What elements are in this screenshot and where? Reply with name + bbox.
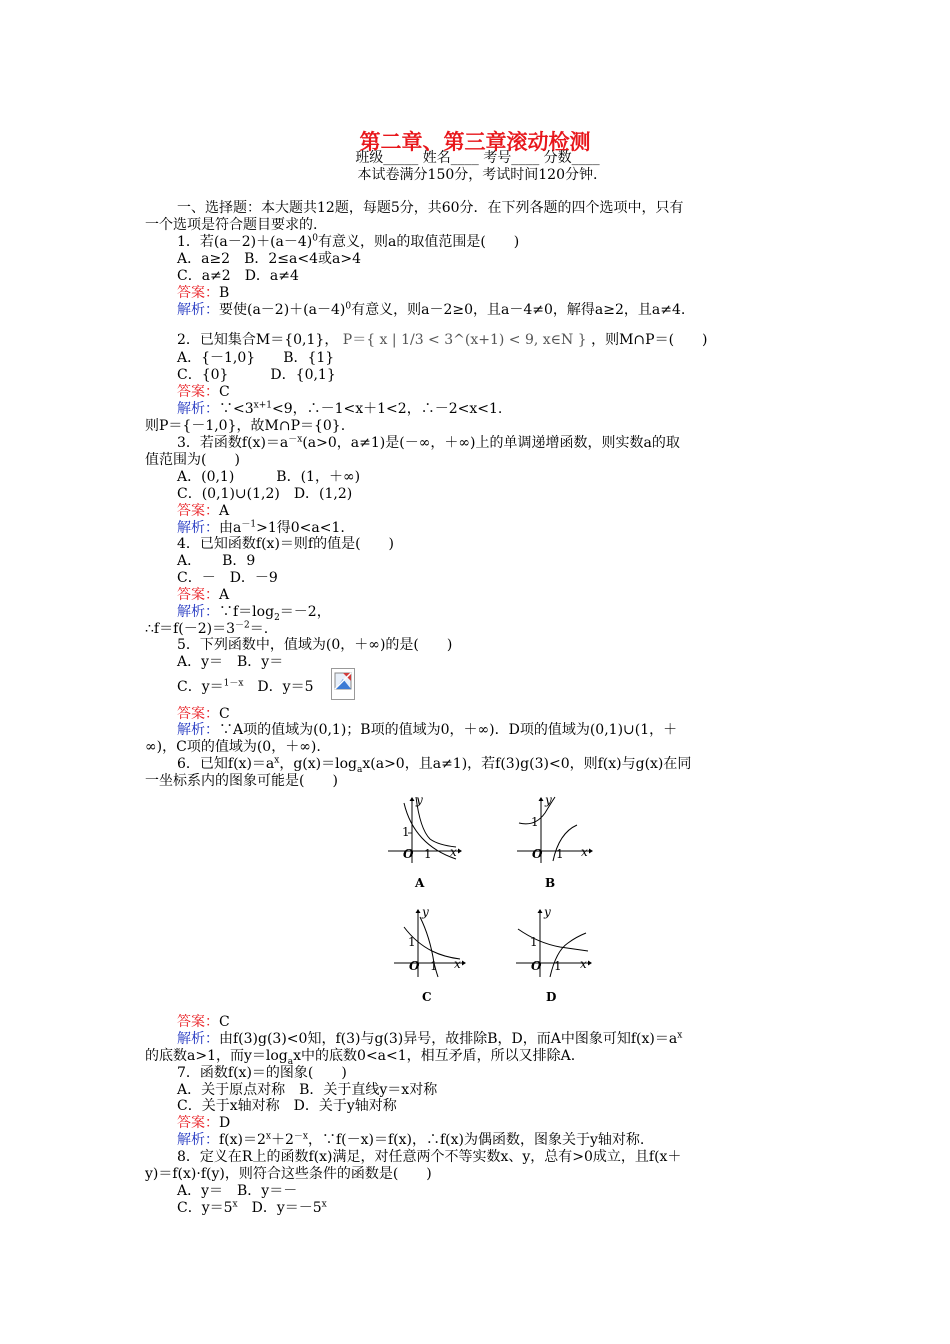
- q1-stem: 1．若$(a-2)+(a-4)^0$有意义，则a的取值范围是( ): [177, 233, 520, 250]
- q8-stem-1: 8．定义在R上的函数f(x)满足，对任意两个不等实数x、y，总有>0成立，且f(x＋: [177, 1149, 682, 1165]
- graph-a-origin: O: [403, 847, 414, 861]
- q8-options-2: C．$y=5^x$ D．$y=-5^x$: [177, 1199, 327, 1216]
- graph-d-label: D: [546, 990, 557, 1004]
- graph-c-x-label: x: [454, 957, 461, 971]
- graph-c-y-one: 1: [408, 935, 416, 949]
- graph-c-origin: O: [409, 959, 420, 973]
- q5-analysis-1: 解析：∵A项的值域为(0,1)；B项的值域为0，＋∞)．D项的值域为(0,1)∪(1，＋: [177, 722, 678, 738]
- graph-a: [386, 793, 462, 865]
- graph-c-x-one: 1: [430, 959, 438, 973]
- info-line: 班级_____ 姓名____ 考号____ 分数____: [355, 150, 600, 166]
- q6-analysis-1: 解析：由f(3)g(3)<0知，f(3)与g(3)异号，故排除B，D，而A中图象可知$f(x)=a^x$: [177, 1030, 683, 1047]
- exam-note: 本试卷满分150分，考试时间120分钟.: [357, 167, 598, 183]
- graph-b-x-label: x: [581, 845, 588, 859]
- q2-options-1: A．{－1,0} B．{1}: [177, 350, 335, 366]
- page-title: 第二章、第三章滚动检测: [359, 130, 591, 154]
- q1-options-1: A．a≥2 B．2≤a<4或a>4: [177, 251, 361, 267]
- set-p-formula: P＝{ x | 1/3 < 3^(x+1) < 9, x∈N }: [342, 332, 587, 348]
- broken-image-icon: [331, 668, 355, 700]
- graph-a-y-one: 1: [402, 825, 410, 839]
- q8-options-1: A．y＝ B．y＝－: [177, 1183, 298, 1199]
- q3-options-2: C．(0,1)∪(1,2) D．(1,2): [177, 486, 353, 502]
- q5-stem: 5．下列函数中，值域为(0，＋∞)的是( ): [177, 637, 453, 653]
- q7-stem: 7．函数f(x)＝的图象( ): [177, 1065, 347, 1081]
- q3-stem-1: 3．若函数$f(x)=a^{-x}(a>0$，a≠1)是(－∞，＋∞)上的单调递增函数，则实数a的取: [177, 434, 680, 451]
- q4-analysis-2: $\therefore f=f(-2)=3^{-2}=$.: [145, 620, 269, 637]
- graph-d-y-one: 1: [530, 935, 538, 949]
- q1-analysis: 解析：要使$(a-2)+(a-4)^0$有意义，则a－2≥0，且a－4≠0，解得a≥2，且a≠4.: [177, 301, 686, 318]
- q7-analysis: 解析：$f(x)=2^x+2^{-x}$，∵f(－x)＝f(x)，∴f(x)为偶函数，图象关于y轴对称.: [177, 1131, 645, 1148]
- q2-options-2: C．{0} D．{0,1}: [177, 367, 336, 383]
- section-intro-2: 一个选项是符合题目要求的.: [145, 217, 318, 233]
- q2-analysis-1: 解析：$\because<3^{x+1}<9$，∴－1<x＋1<2，∴－2<x<1.: [177, 400, 503, 417]
- graph-c: [392, 907, 468, 979]
- q5-options-1: A．y＝ B．y＝: [177, 654, 284, 670]
- graph-c-label: C: [422, 990, 432, 1004]
- q3-analysis: 解析：由$a^{-1}>1$得0<a<1.: [177, 519, 345, 536]
- q3-stem-2: 值范围为( ): [145, 452, 240, 468]
- q2-analysis-2: 则P＝{－1,0}，故M∩P＝{0}.: [145, 418, 346, 434]
- graph-d: [514, 907, 594, 979]
- q1-options-2: C．a≠2 D．a≠4: [177, 268, 299, 284]
- graph-b-y-one: 1: [531, 815, 539, 829]
- q6-stem-2: 一坐标系内的图象可能是( ): [145, 773, 338, 789]
- q2-answer: 答案：C: [177, 384, 230, 400]
- q5-analysis-2: ∞)，C项的值域为(0，＋∞).: [145, 739, 321, 755]
- graph-d-x-label: x: [580, 957, 587, 971]
- q5-options-2: C．y＝$^{1-x}$ D．y＝5: [177, 678, 314, 695]
- graph-a-x-one: 1: [424, 847, 432, 861]
- q8-stem-2: y)＝f(x)·f(y)，则符合这些条件的函数是( ): [145, 1166, 432, 1182]
- graph-c-y-label: y: [422, 905, 429, 919]
- graph-a-x-label: x: [450, 845, 457, 859]
- graph-b-origin: O: [532, 847, 543, 861]
- q7-options-2: C．关于x轴对称 D．关于y轴对称: [177, 1098, 397, 1114]
- q4-stem: 4．已知函数f(x)＝则f的值是( ): [177, 536, 395, 552]
- q4-analysis-1: 解析：$\because f=\log_2=-2$，: [177, 604, 331, 623]
- graph-d-y-label: y: [544, 905, 551, 919]
- q4-answer: 答案：A: [177, 587, 230, 603]
- graph-d-origin: O: [531, 959, 542, 973]
- q4-options-2: C．－ D．－9: [177, 570, 278, 586]
- graph-b: [515, 793, 595, 865]
- graph-a-y-label: y: [416, 793, 423, 807]
- q6-answer: 答案：C: [177, 1014, 230, 1030]
- section-intro-1: 一、选择题：本大题共12题，每题5分，共60分．在下列各题的四个选项中，只有: [177, 200, 684, 216]
- q2-stem: 2．已知集合M＝{0,1}， P＝{ x | 1/3 < 3^(x+1) < 9, x∈N } ，则M∩P＝( ): [177, 332, 708, 348]
- graph-b-label: B: [545, 876, 556, 890]
- graph-b-y-label: y: [545, 793, 552, 807]
- graph-d-x-one: 1: [554, 959, 562, 973]
- q7-answer: 答案：D: [177, 1115, 231, 1131]
- graph-b-x-one: 1: [556, 847, 564, 861]
- q3-options-1: A．(0,1) B．(1，＋∞): [177, 469, 361, 485]
- q6-stem-1: 6．已知$f(x)=a^x$，$g(x)=\log_ax(a>0$，且a≠1)，若f(3)g(3)<0，则f(x)与g(x)在同: [177, 755, 692, 775]
- q7-options-1: A．关于原点对称 B．关于直线y＝x对称: [177, 1082, 438, 1098]
- q1-answer: 答案：B: [177, 285, 230, 301]
- q5-answer: 答案：C: [177, 706, 230, 722]
- q4-options-1: A． B．9: [177, 553, 256, 569]
- q3-answer: 答案：A: [177, 503, 230, 519]
- q6-analysis-2: 的底数a>1，而$y=\log_ax$中的底数0<a<1，相互矛盾，所以又排除A.: [145, 1048, 576, 1067]
- graph-a-label: A: [415, 876, 425, 890]
